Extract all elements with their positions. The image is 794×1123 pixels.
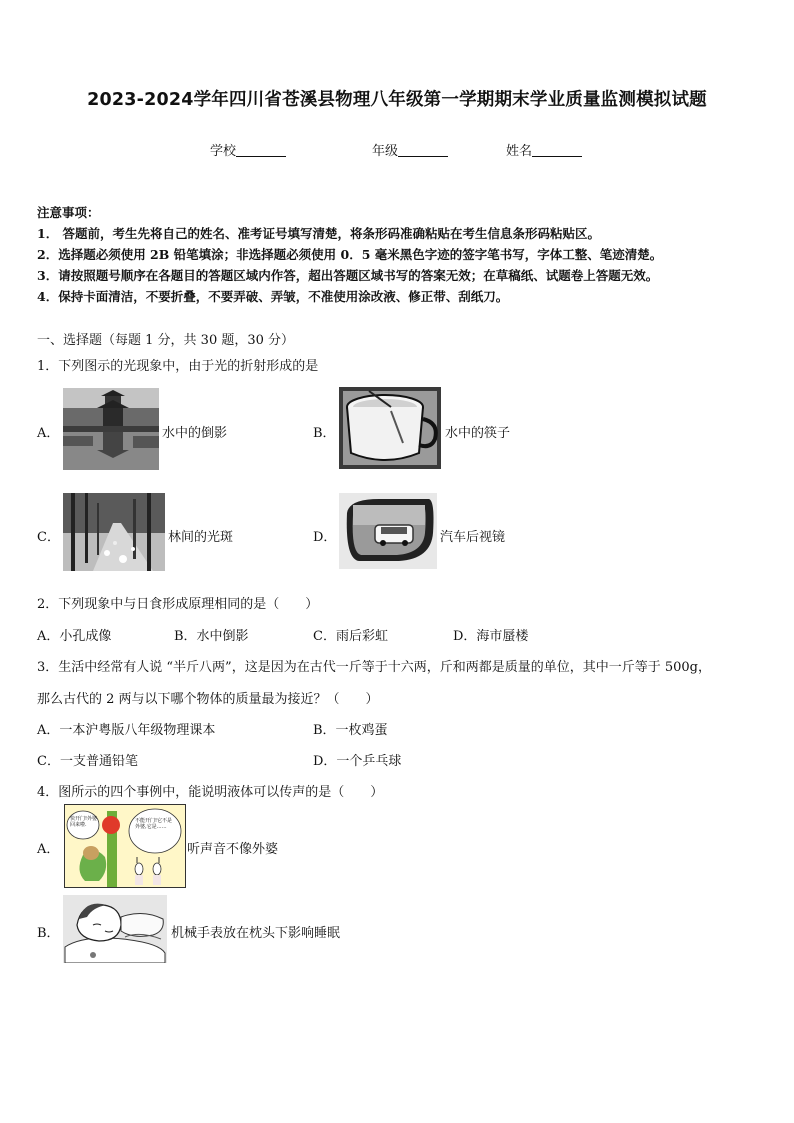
q4-option-b-letter[interactable]: B． bbox=[37, 926, 60, 941]
note-item: 2．选择题必须使用 2B 铅笔填涂；非选择题必须使用 0．5 毫米黑色字迹的签字笔书写，字体工整、笔迹清楚。 bbox=[37, 247, 663, 262]
name-blank[interactable] bbox=[532, 144, 582, 157]
q3-stem-line2: 那么古代的 2 两与以下哪个物体的质量最为接近？（ ） bbox=[37, 692, 379, 707]
forest-light-image bbox=[63, 493, 165, 571]
q2-stem: 2．下列现象中与日食形成原理相同的是（ ） bbox=[37, 597, 319, 612]
note-item: 4．保持卡面清洁，不要折叠，不要弄破、弄皱，不准使用涂改液、修正带、刮纸刀。 bbox=[37, 289, 509, 304]
q2-option-a[interactable]: A．小孔成像 bbox=[37, 629, 112, 644]
q1-option-d-caption: 汽车后视镜 bbox=[440, 530, 506, 545]
q1-option-a-caption: 水中的倒影 bbox=[162, 426, 228, 441]
note-item: 1． 答题前，考生先将自己的姓名、准考证号填写清楚，将条形码准确粘贴在考生信息条形码粘贴区。 bbox=[37, 226, 601, 241]
q4-option-a-letter[interactable]: A． bbox=[37, 842, 60, 857]
sleeping-person-image bbox=[63, 895, 167, 963]
q1-option-c-letter[interactable]: C． bbox=[37, 530, 60, 545]
page-title: 2023-2024学年四川省苍溪县物理八年级第一学期期末学业质量监测模拟试题 bbox=[87, 90, 707, 110]
q1-option-c-caption: 林间的光斑 bbox=[168, 530, 234, 545]
q4-option-b-caption: 机械手表放在枕头下影响睡眠 bbox=[171, 926, 341, 941]
grade-label: 年级 bbox=[372, 144, 399, 159]
cup-chopstick-image bbox=[339, 387, 441, 469]
notes-heading: 注意事项： bbox=[37, 205, 100, 220]
pagoda-reflection-image bbox=[63, 388, 159, 470]
q2-option-b[interactable]: B．水中倒影 bbox=[174, 629, 249, 644]
name-label: 姓名 bbox=[506, 144, 533, 159]
grade-field bbox=[372, 140, 448, 159]
q3-option-b[interactable]: B．一枚鸡蛋 bbox=[313, 723, 388, 738]
rearview-mirror-image bbox=[339, 493, 437, 569]
grade-blank[interactable] bbox=[398, 144, 448, 157]
section-heading: 一、选择题（每题 1 分，共 30 题，30 分） bbox=[37, 333, 295, 348]
q2-option-c[interactable]: C．雨后彩虹 bbox=[313, 629, 388, 644]
wolf-door-cartoon-image bbox=[64, 804, 186, 888]
note-item: 3．请按照题号顺序在各题目的答题区域内作答，超出答题区域书写的答案无效；在草稿纸、试题卷上答题无效。 bbox=[37, 268, 659, 283]
q1-option-d-letter[interactable]: D． bbox=[313, 530, 337, 545]
school-label: 学校 bbox=[210, 144, 237, 159]
cartoon-bubble-left: 快开门!外婆回来啦. bbox=[70, 816, 98, 828]
school-blank[interactable] bbox=[236, 144, 286, 157]
name-field bbox=[506, 140, 582, 159]
q2-option-d[interactable]: D．海市蜃楼 bbox=[453, 629, 529, 644]
q1-option-a-letter[interactable]: A． bbox=[37, 426, 60, 441]
cartoon-bubble-right: 不能开门!它不是外婆,它是…… bbox=[135, 818, 173, 830]
q4-option-a-caption: 听声音不像外婆 bbox=[187, 842, 279, 857]
q1-option-b-caption: 水中的筷子 bbox=[445, 426, 511, 441]
q3-option-c[interactable]: C．一支普通铅笔 bbox=[37, 754, 138, 769]
q1-stem: 1．下列图示的光现象中，由于光的折射形成的是 bbox=[37, 359, 319, 374]
q3-stem-line1: 3．生活中经常有人说 “半斤八两”，这是因为在古代一斤等于十六两，斤和两都是质量的单位，其中一斤等于 500g， bbox=[37, 660, 711, 675]
q3-option-d[interactable]: D．一个乒乓球 bbox=[313, 754, 402, 769]
school-field bbox=[210, 140, 286, 159]
q1-option-b-letter[interactable]: B． bbox=[313, 426, 336, 441]
q3-option-a[interactable]: A．一本沪粤版八年级物理课本 bbox=[37, 723, 216, 738]
q4-stem: 4．图所示的四个事例中，能说明液体可以传声的是（ ） bbox=[37, 785, 384, 800]
